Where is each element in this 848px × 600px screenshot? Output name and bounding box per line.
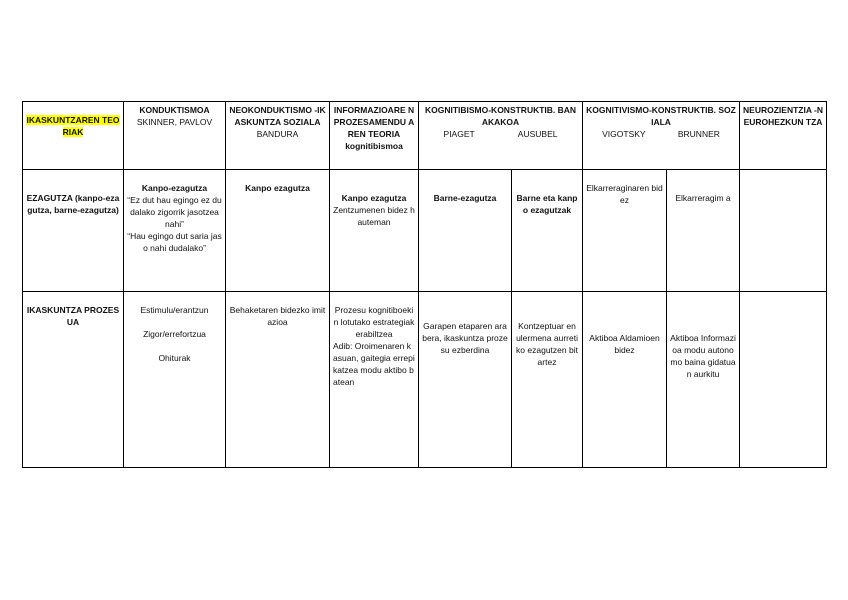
header-author-ausubel: AUSUBEL	[517, 129, 558, 139]
header-neokonduktismoa-authors: BANDURA	[256, 129, 299, 139]
ezagutza-konduktismoa-quote1: “Ez dut hau egingo ez dudalako zigorrik jasotzea nahi”	[127, 195, 222, 229]
header-author-brunner: BRUNNER	[677, 129, 720, 139]
prozesua-brunner-text: Aktiboa Informazioa modu autonomo baina gidatuan aurkitu	[670, 333, 736, 379]
ezagutza-ausubel	[512, 170, 583, 292]
prozesua-informazio-example: Adib: Oroimenaren kasuan, gaitegia errepikatzea modu aktibo batean	[333, 341, 415, 387]
ezagutza-row	[23, 170, 827, 292]
table-header-row	[23, 102, 827, 170]
ezagutza-vigotsky-text: Elkarreraginaren bidez	[586, 183, 663, 205]
header-neurozientzia-title: NEUROZIENTZIA -NEUROHEZKUN TZA	[743, 105, 823, 127]
ezagutza-informazio-title: Kanpo ezagutza	[341, 193, 407, 203]
header-konduktismoa-title: KONDUKTISMOA	[139, 105, 210, 115]
prozesua-piaget	[419, 292, 512, 468]
ezagutza-vigotsky	[583, 170, 667, 292]
prozesua-ausubel-text: Kontzeptuar en ulermena aurretiko ezagutzen bitartez	[516, 321, 578, 367]
prozesua-konduktismoa-line1: Estimulu/erantzun	[140, 305, 209, 315]
header-konduktismoa-authors: SKINNER, PAVLOV	[136, 117, 213, 127]
corner-label: IKASKUNTZAREN TEORIAK	[26, 115, 120, 137]
prozesua-label-cell	[23, 292, 124, 468]
prozesua-konduktismoa	[124, 292, 226, 468]
prozesua-neurozientzia	[740, 292, 827, 468]
prozesua-informazio-text: Prozesu kognitiboekin lotutako estrategiak erabiltzea	[333, 305, 415, 339]
header-soziala-authors	[586, 128, 736, 140]
header-neurozientzia	[740, 102, 827, 170]
ezagutza-konduktismoa	[124, 170, 226, 292]
header-kognitibismo-banakakoa	[419, 102, 583, 170]
ezagutza-label: EZAGUTZA (kanpo-ezagutza, barne-ezagutza)	[26, 193, 120, 215]
ezagutza-brunner	[667, 170, 740, 292]
header-informazio-subtitle: kognitibismoa	[345, 141, 403, 151]
ezagutza-ausubel-text: Barne eta kanpo ezagutzak	[516, 193, 578, 215]
prozesua-informazio	[330, 292, 419, 468]
prozesua-piaget-text: Garapen etaparen arabera, ikaskuntza prozesu ezberdina	[422, 321, 508, 355]
ezagutza-informazio	[330, 170, 419, 292]
header-informazio	[330, 102, 419, 170]
header-konduktismoa	[124, 102, 226, 170]
learning-theories-table	[22, 101, 827, 468]
ezagutza-brunner-text: Elkarreragim a	[675, 193, 731, 203]
prozesua-vigotsky	[583, 292, 667, 468]
header-neokonduktismoa	[226, 102, 330, 170]
ezagutza-neokonduktismoa-text: Kanpo ezagutza	[245, 183, 310, 193]
corner-cell	[23, 102, 124, 170]
header-neokonduktismoa-title: NEOKONDUKTISMO -IKASKUNTZA SOZIALA	[229, 105, 326, 127]
prozesua-label: IKASKUNTZA PROZESUA	[26, 305, 120, 327]
prozesua-brunner	[667, 292, 740, 468]
header-author-piaget: PIAGET	[443, 129, 475, 139]
header-informazio-title: INFORMAZIOARE N PROZESAMENDU AREN TEORIA	[333, 105, 415, 139]
ezagutza-konduktismoa-title: Kanpo-ezagutza	[141, 183, 208, 193]
prozesua-vigotsky-text: Aktiboa Aldamioen bidez	[589, 333, 660, 355]
ezagutza-piaget	[419, 170, 512, 292]
header-author-vigotsky: VIGOTSKY	[602, 129, 646, 139]
prozesua-konduktismoa-line3: Ohiturak	[158, 353, 191, 363]
ezagutza-label-cell	[23, 170, 124, 292]
header-kognitivismo-soziala	[583, 102, 740, 170]
ezagutza-informazio-text: Zentzumenen bidez hauteman	[333, 205, 415, 227]
ezagutza-neokonduktismoa	[226, 170, 330, 292]
header-banakakoa-authors	[422, 128, 579, 140]
ezagutza-piaget-text: Barne-ezagutza	[433, 193, 497, 203]
prozesua-neokonduktismoa	[226, 292, 330, 468]
prozesua-neokonduktismoa-text: Behaketaren bidezko imitazioa	[229, 305, 326, 327]
prozesua-row	[23, 292, 827, 468]
ezagutza-konduktismoa-quote2: “Hau egingo dut saria jaso nahi dudalako”	[127, 231, 222, 253]
ezagutza-neurozientzia	[740, 170, 827, 292]
prozesua-ausubel	[512, 292, 583, 468]
header-soziala-title: KOGNITIVISMO-KONSTRUKTIB. SOZIALA	[586, 105, 736, 127]
header-banakakoa-title: KOGNITIBISMO-KONSTRUKTIB. BANAKAKOA	[424, 105, 577, 127]
prozesua-konduktismoa-line2: Zigor/errefortzua	[143, 329, 206, 339]
